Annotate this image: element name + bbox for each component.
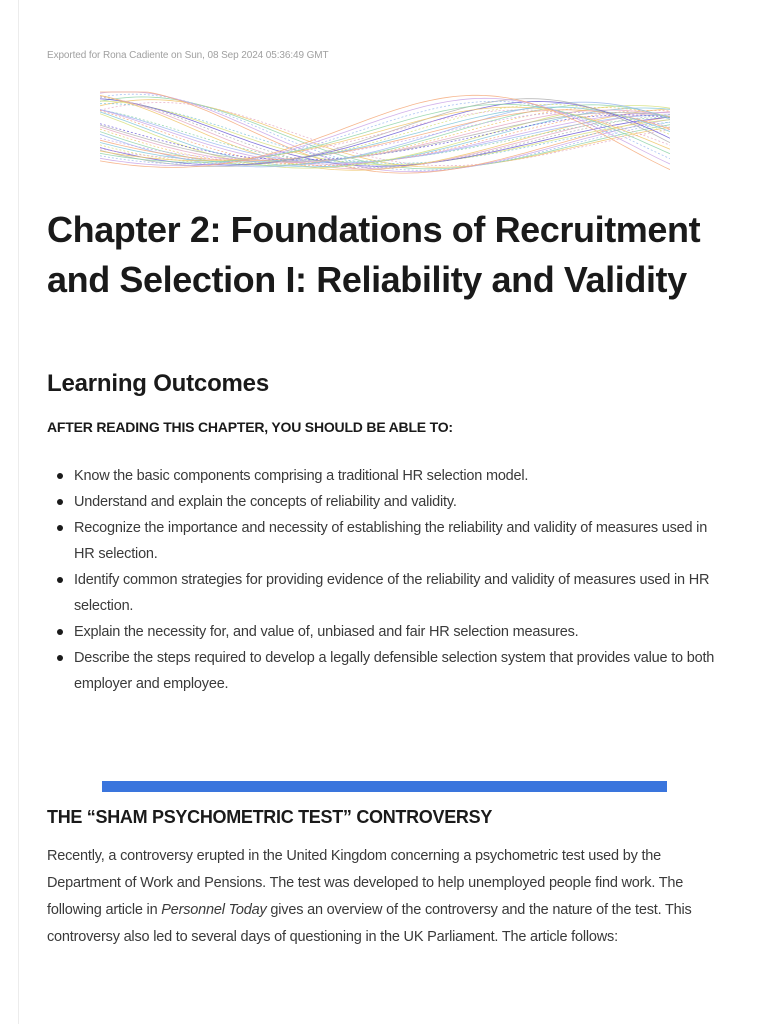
list-item: Understand and explain the concepts of reliability and validity. (47, 489, 727, 515)
learning-outcomes-heading: Learning Outcomes (47, 370, 269, 397)
page-left-rule (18, 0, 19, 1024)
list-item: Explain the necessity for, and value of, unbiased and fair HR selection measures. (47, 619, 727, 645)
section-paragraph (47, 843, 737, 951)
publication-name: Personnel Today (161, 902, 267, 918)
section-heading: THE “SHAM PSYCHOMETRIC TEST” CONTROVERSY (47, 807, 493, 827)
export-note: Exported for Rona Cadiente on Sun, 08 Sep 2024 05:36:49 GMT (47, 50, 329, 61)
list-item: Describe the steps required to develop a legally defensible selection system that provides value to both employer and employee. (47, 645, 727, 697)
chapter-title (47, 205, 737, 305)
decorative-wave-banner (100, 90, 670, 190)
learning-outcomes-subheading: AFTER READING THIS CHAPTER, YOU SHOULD BE ABLE TO: (47, 419, 453, 435)
section-accent-bar (102, 781, 667, 792)
section-paragraph-part-2: gives an overview of the controversy and the nature of the test. This controversy also led to several days of questioning in the UK Parliament. The article follows: (47, 902, 692, 945)
banner-wave-line (100, 108, 670, 165)
chapter-title-line-2: and Selection I: Reliability and Validity (47, 259, 687, 300)
section-paragraph-part-1: Recently, a controversy erupted in the United Kingdom concerning a psychometric test used by the Department of Work and Pensions. The test was developed to help unemployed people find work. The following article in (47, 848, 684, 918)
list-item: Recognize the importance and necessity of establishing the reliability and validity of measures used in HR selection. (47, 515, 727, 567)
learning-outcomes-list (47, 463, 727, 697)
list-item: Identify common strategies for providing evidence of the reliability and validity of measures used in HR selection. (47, 567, 727, 619)
list-item: Know the basic components comprising a traditional HR selection model. (47, 463, 727, 489)
chapter-title-line-1: Chapter 2: Foundations of Recruitment (47, 209, 701, 250)
